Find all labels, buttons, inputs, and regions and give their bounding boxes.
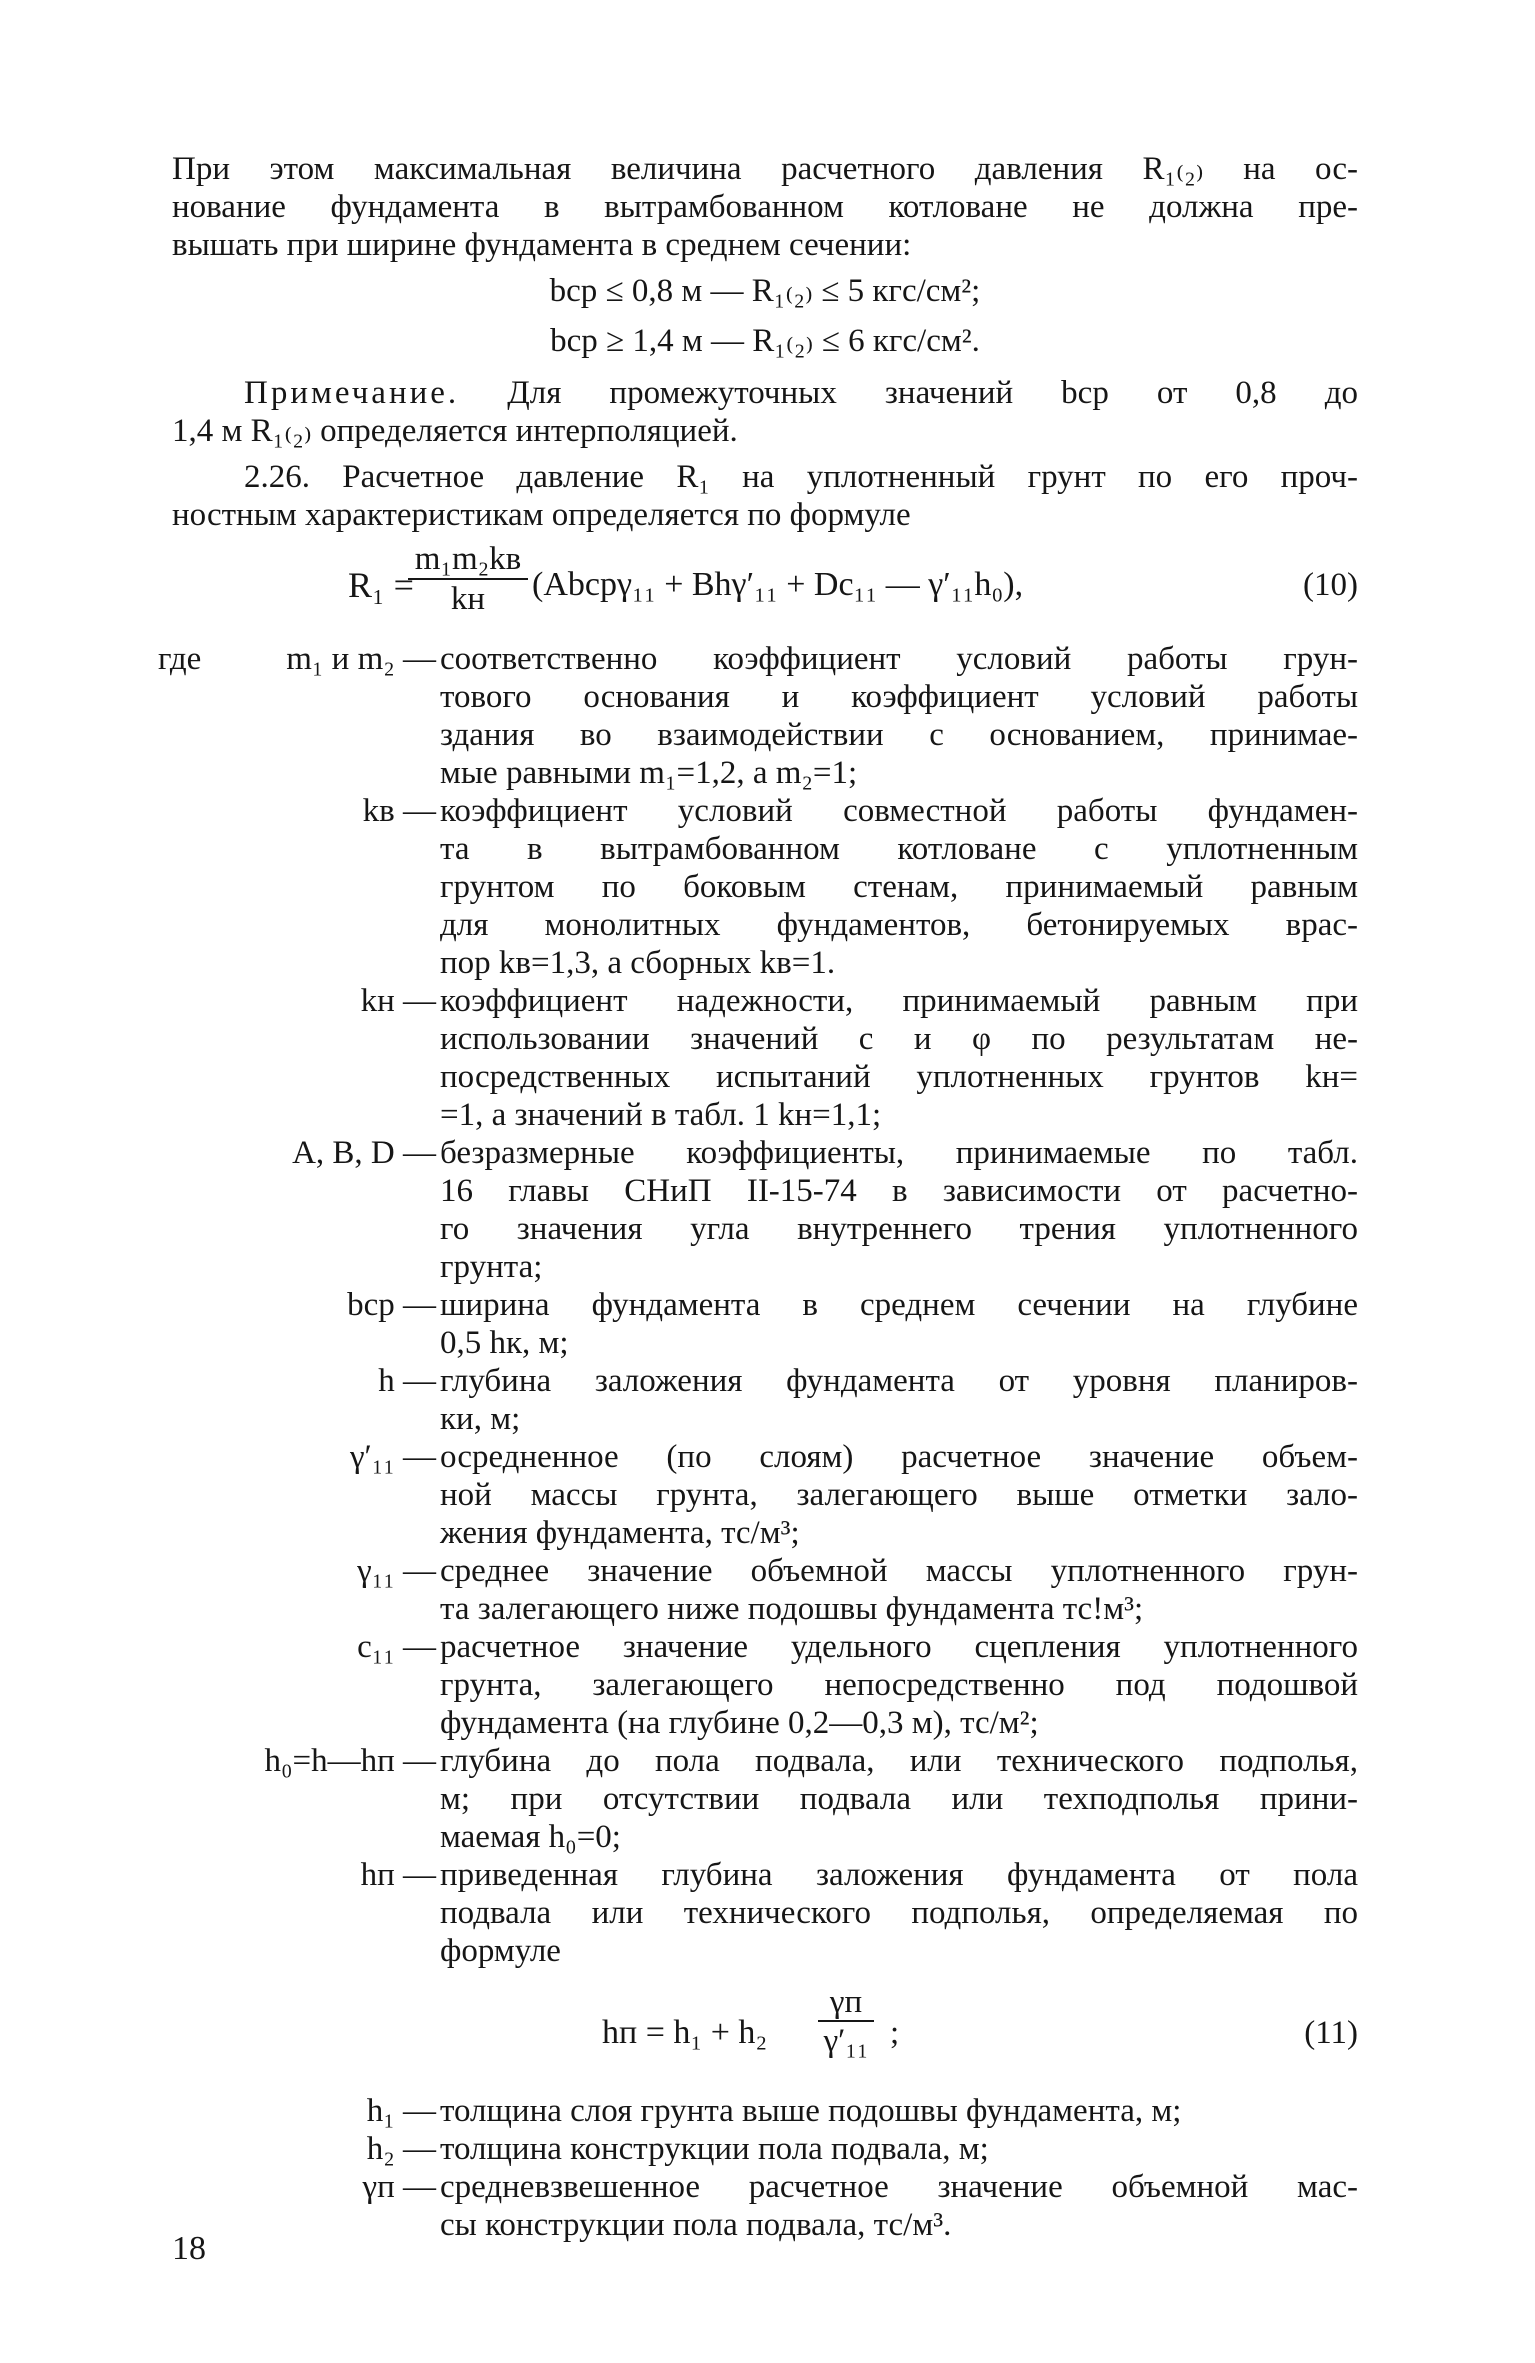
definition-list-2	[172, 2092, 1358, 2244]
definition-body	[440, 1134, 1358, 1286]
definition-term: γп —	[362, 2169, 436, 2205]
text-line: При этом максимальная величина расчетного давления R₁₍₂₎ на ос-	[172, 151, 1358, 187]
note-paragraph	[172, 374, 1358, 450]
fraction-numerator: γп	[818, 1984, 874, 2022]
definition-item	[172, 792, 1358, 982]
definition-term: hп —	[360, 1857, 436, 1893]
definition-line: для монолитных фундаментов, бетонируемых врас-	[440, 907, 1358, 943]
definition-line: толщина конструкции пола подвала, м;	[440, 2131, 989, 2167]
definition-term: h —	[378, 1363, 436, 1399]
formula-11	[172, 1980, 1358, 2088]
definition-term: bср —	[347, 1287, 436, 1323]
fraction-numerator: m₁m₂kв	[408, 540, 528, 580]
text-column	[158, 150, 1358, 2244]
definition-line: среднее значение объемной массы уплотненного грун-	[440, 1553, 1358, 1589]
definition-line: здания во взаимодействии с основанием, принимае-	[440, 717, 1358, 753]
definition-line: та залегающего ниже подошвы фундамента тс!м³;	[440, 1591, 1144, 1627]
definition-line: тового основания и коэффициент условий работы	[440, 679, 1358, 715]
definition-line: средневзвешенное расчетное значение объемной мас-	[440, 2169, 1358, 2205]
formula-10	[172, 540, 1358, 636]
definition-term: kв —	[362, 793, 436, 829]
definition-term: h₁ —	[366, 2093, 436, 2129]
definition-item	[172, 1134, 1358, 1286]
text-line: нование фундамента в вытрамбованном котловане не должна пре-	[172, 189, 1358, 225]
definition-body	[440, 1742, 1358, 1856]
definition-line: сы конструкции пола подвала, тс/м³.	[440, 2207, 952, 2243]
definition-line: фундамента (на глубине 0,2—0,3 м), тс/м²;	[440, 1705, 1039, 1741]
definition-line: грунта;	[440, 1249, 543, 1285]
definition-line: 0,5 hк, м;	[440, 1325, 569, 1361]
definition-body	[440, 640, 1358, 792]
formula-semicolon: ;	[890, 2015, 900, 2051]
definition-line: глубина до пола подвала, или технического подполья,	[440, 1743, 1358, 1779]
definition-item	[172, 982, 1358, 1134]
text-line: ностным характеристикам определяется по формуле	[172, 497, 911, 533]
definition-line: грунта, залегающего непосредственно под подошвой	[440, 1667, 1358, 1703]
definition-line: использовании значений c и φ по результатам не-	[440, 1021, 1358, 1057]
definition-item	[172, 1552, 1358, 1628]
definition-body	[440, 982, 1358, 1134]
definitions	[172, 2092, 1358, 2244]
definition-body	[440, 1856, 1358, 1970]
definition-line: коэффициент надежности, принимаемый равным при	[440, 983, 1358, 1019]
fraction-denominator: γ′₁₁	[823, 2023, 869, 2059]
definition-item	[172, 2092, 1358, 2130]
definition-body	[440, 2168, 1358, 2244]
condition-line: bср ≤ 0,8 м — R₁₍₂₎ ≤ 5 кгс/см²;	[549, 273, 981, 309]
definition-item	[172, 1628, 1358, 1742]
definition-body	[440, 792, 1358, 982]
definition-line: =1, а значений в табл. 1 kн=1,1;	[440, 1097, 882, 1133]
note-text: Для промежуточных значений bср от 0,8 до	[507, 375, 1358, 411]
definitions	[172, 640, 1358, 1970]
definition-line: ной массы грунта, залегающего выше отметки зало-	[440, 1477, 1358, 1513]
definition-line: коэффициент условий совместной работы фундамен-	[440, 793, 1358, 829]
definition-line: формуле	[440, 1933, 561, 1969]
definition-line: осредненное (по слоям) расчетное значение объем-	[440, 1439, 1358, 1475]
formula-lhs: hп = h₁ + h₂	[602, 2014, 768, 2051]
definition-item	[172, 2168, 1358, 2244]
definition-item	[172, 640, 1358, 792]
definition-term: γ₁₁ —	[357, 1553, 436, 1589]
formula-fraction	[408, 540, 528, 618]
page-number: 18	[172, 2230, 206, 2267]
definition-item	[172, 1286, 1358, 1362]
formula-fraction	[818, 1984, 874, 2060]
definition-term: c₁₁ —	[357, 1629, 436, 1665]
intro-paragraph	[172, 150, 1358, 360]
text-line: вышать при ширине фундамента в среднем сечении:	[172, 227, 912, 263]
text-line: 2.26. Расчетное давление R₁ на уплотненный грунт по его проч-	[244, 459, 1358, 495]
fraction-denominator: kн	[450, 581, 486, 617]
definition-line: м; при отсутствии подвала или техподполья прини-	[440, 1781, 1358, 1817]
formula-rhs: (Abсрγ₁₁ + Bhγ′₁₁ + Dc₁₁ — γ′₁₁h₀),	[532, 566, 1024, 603]
definition-line: ки, м;	[440, 1401, 521, 1437]
definition-body	[440, 1552, 1358, 1628]
definition-line: толщина слоя грунта выше подошвы фундамента, м;	[440, 2093, 1182, 2129]
definition-line: мые равными m₁=1,2, а m₂=1;	[440, 755, 858, 791]
definition-line: безразмерные коэффициенты, принимаемые по табл.	[440, 1135, 1358, 1171]
definition-body	[440, 1362, 1358, 1438]
definition-line: соответственно коэффициент условий работы грун-	[440, 641, 1358, 677]
definition-body	[440, 1628, 1358, 1742]
formula-number: (11)	[1304, 2015, 1358, 2051]
definition-line: го значения угла внутреннего трения уплотненного	[440, 1211, 1358, 1247]
definition-term: γ′₁₁ —	[349, 1439, 436, 1475]
definition-list	[158, 640, 1358, 1970]
definition-item	[172, 2130, 1358, 2168]
definition-line: грунтом по боковым стенам, принимаемый равным	[440, 869, 1358, 905]
definition-term: A, B, D —	[292, 1135, 436, 1171]
definition-term: h₀=h—hп —	[264, 1743, 436, 1779]
section-paragraph	[172, 458, 1358, 534]
definition-body	[440, 1286, 1358, 1362]
definition-body	[440, 2130, 1358, 2168]
definition-line: ширина фундамента в среднем сечении на глубине	[440, 1287, 1358, 1323]
definition-line: расчетное значение удельного сцепления уплотненного	[440, 1629, 1358, 1665]
definition-item	[172, 1362, 1358, 1438]
definition-line: жения фундамента, тс/м³;	[440, 1515, 800, 1551]
definition-line: глубина заложения фундамента от уровня планиров-	[440, 1363, 1358, 1399]
condition-line: bср ≥ 1,4 м — R₁₍₂₎ ≤ 6 кгс/см².	[550, 323, 980, 359]
definition-term: m₁ и m₂ —	[286, 641, 436, 677]
definition-item	[172, 1742, 1358, 1856]
definition-line: та в вытрамбованном котловане с уплотненным	[440, 831, 1358, 867]
formula-number: (10)	[1303, 567, 1358, 603]
formula-lhs: R₁ =	[348, 565, 414, 605]
note-label: Примечание.	[244, 375, 460, 411]
definition-term: h₂ —	[366, 2131, 436, 2167]
definition-item	[172, 1856, 1358, 1970]
definition-line: маемая h₀=0;	[440, 1819, 621, 1855]
definition-line: посредственных испытаний уплотненных грунтов kн=	[440, 1059, 1358, 1095]
definition-line: 16 главы СНиП II-15-74 в зависимости от расчетно-	[440, 1173, 1358, 1209]
definition-body	[440, 1438, 1358, 1552]
where-label: где	[158, 641, 202, 677]
definition-term: kн —	[360, 983, 436, 1019]
note-text: 1,4 м R₁₍₂₎ определяется интерполяцией.	[172, 413, 738, 449]
definition-line: пор kв=1,3, а сборных kв=1.	[440, 945, 836, 981]
definition-body	[440, 2092, 1358, 2130]
definition-line: подвала или технического подполья, определяемая по	[440, 1895, 1358, 1931]
definition-item	[172, 1438, 1358, 1552]
definition-line: приведенная глубина заложения фундамента от пола	[440, 1857, 1358, 1893]
